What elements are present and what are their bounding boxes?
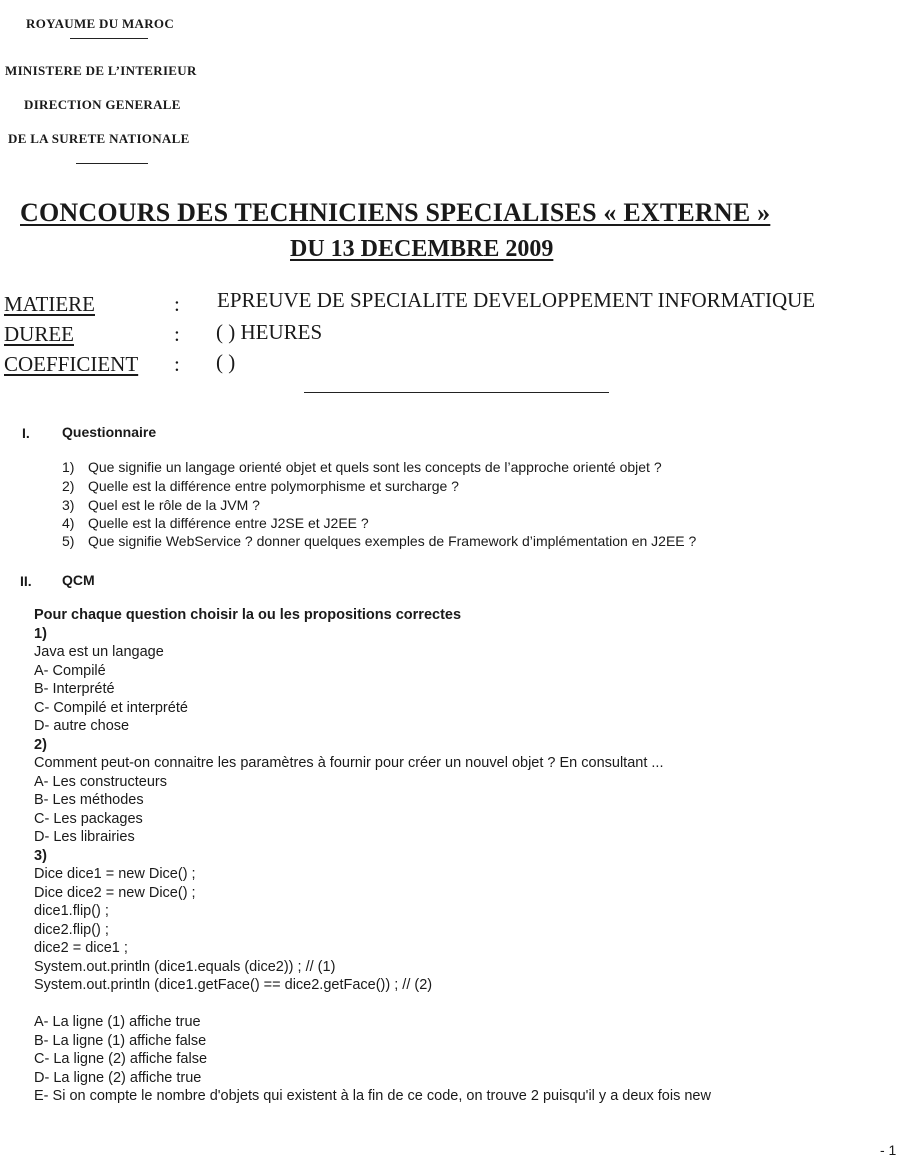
qcm-option: B- La ligne (1) affiche false	[34, 1032, 207, 1049]
matiere-value: EPREUVE DE SPECIALITE DEVELOPPEMENT INFORMATIQUE	[217, 288, 816, 312]
question-text: Que signifie WebService ? donner quelques exemples de Framework d’implémentation en J2EE ?	[88, 533, 697, 549]
exam-title: CONCOURS DES TECHNICIENS SPECIALISES « EXTERNE »	[20, 198, 771, 227]
code-line: dice2.flip() ;	[34, 921, 109, 938]
question-number: 2)	[62, 478, 75, 494]
header-divider	[76, 163, 148, 164]
code-line: Dice dice1 = new Dice() ;	[34, 866, 196, 882]
code-line: Dice dice2 = new Dice() ;	[34, 884, 196, 901]
qcm-option: B- Interprété	[34, 681, 115, 697]
question-item	[62, 497, 260, 513]
colon: :	[174, 352, 180, 376]
matiere-label: MATIERE	[4, 292, 95, 316]
question-item	[62, 515, 369, 531]
question-number: 4)	[62, 515, 75, 531]
question-item	[62, 478, 459, 494]
qcm-option: E- Si on compte le nombre d'objets qui existent à la fin de ce code, on trouve 2 puisqu'il y a deux fois new	[34, 1088, 711, 1104]
header-direction: DIRECTION GENERALE	[24, 97, 181, 112]
spacer	[34, 995, 711, 1014]
code-line: System.out.println (dice1.equals (dice2)) ; // (1)	[34, 958, 336, 975]
question-item	[62, 459, 662, 475]
qcm-option: D- autre chose	[34, 718, 130, 734]
section2-title: QCM	[62, 572, 95, 588]
qcm-option: A- La ligne (1) affiche true	[34, 1014, 201, 1030]
code-line: System.out.println (dice1.getFace() == dice2.getFace()) ; // (2)	[34, 977, 433, 993]
section1-title: Questionnaire	[62, 424, 157, 440]
qcm-option: C- La ligne (2) affiche false	[34, 1051, 208, 1067]
qcm-question-number: 3)	[34, 847, 47, 864]
qcm-question-number: 1)	[34, 625, 47, 642]
qcm-question-stem: Comment peut-on connaitre les paramètres à fournir pour créer un nouvel objet ? En consultant ...	[34, 755, 664, 771]
question-number: 5)	[62, 533, 75, 549]
section1-number: I.	[22, 425, 30, 441]
meta-divider	[304, 392, 609, 393]
qcm-question-stem: Java est un langage	[34, 644, 164, 660]
question-number: 1)	[62, 459, 75, 475]
page-number: - 1	[880, 1142, 897, 1158]
coefficient-label: COEFFICIENT	[4, 352, 139, 376]
exam-date: DU 13 DECEMBRE 2009	[290, 236, 554, 262]
question-text: Quel est le rôle de la JVM ?	[88, 497, 260, 513]
coefficient-value: ( )	[216, 350, 236, 374]
question-text: Quelle est la différence entre J2SE et J2EE ?	[88, 515, 369, 531]
qcm-option: C- Les packages	[34, 810, 143, 827]
header-divider	[70, 38, 148, 39]
colon: :	[174, 322, 180, 346]
qcm-body	[34, 606, 711, 1106]
code-line: dice1.flip() ;	[34, 903, 109, 919]
qcm-question-number: 2)	[34, 736, 47, 753]
qcm-option: A- Compilé	[34, 662, 106, 679]
code-line: dice2 = dice1 ;	[34, 940, 128, 956]
question-text: Quelle est la différence entre polymorphisme et surcharge ?	[88, 478, 459, 494]
qcm-option: D- La ligne (2) affiche true	[34, 1069, 202, 1086]
section2-number: II.	[20, 573, 32, 589]
qcm-option: C- Compilé et interprété	[34, 699, 188, 716]
question-text: Que signifie un langage orienté objet et quels sont les concepts de l’approche orienté objet ?	[88, 459, 662, 475]
question-item	[62, 533, 696, 549]
header-ministry: MINISTERE DE L’INTERIEUR	[5, 63, 197, 78]
duree-value: ( ) HEURES	[216, 320, 323, 344]
question-number: 3)	[62, 497, 75, 513]
header-kingdom: ROYAUME DU MAROC	[26, 16, 175, 31]
qcm-option: D- Les librairies	[34, 829, 135, 845]
duree-label: DUREE	[4, 322, 74, 346]
qcm-intro: Pour chaque question choisir la ou les propositions correctes	[34, 607, 462, 623]
colon: :	[174, 292, 180, 316]
header-surete: DE LA SURETE NATIONALE	[8, 131, 190, 146]
qcm-option: B- Les méthodes	[34, 792, 144, 808]
qcm-option: A- Les constructeurs	[34, 773, 167, 790]
